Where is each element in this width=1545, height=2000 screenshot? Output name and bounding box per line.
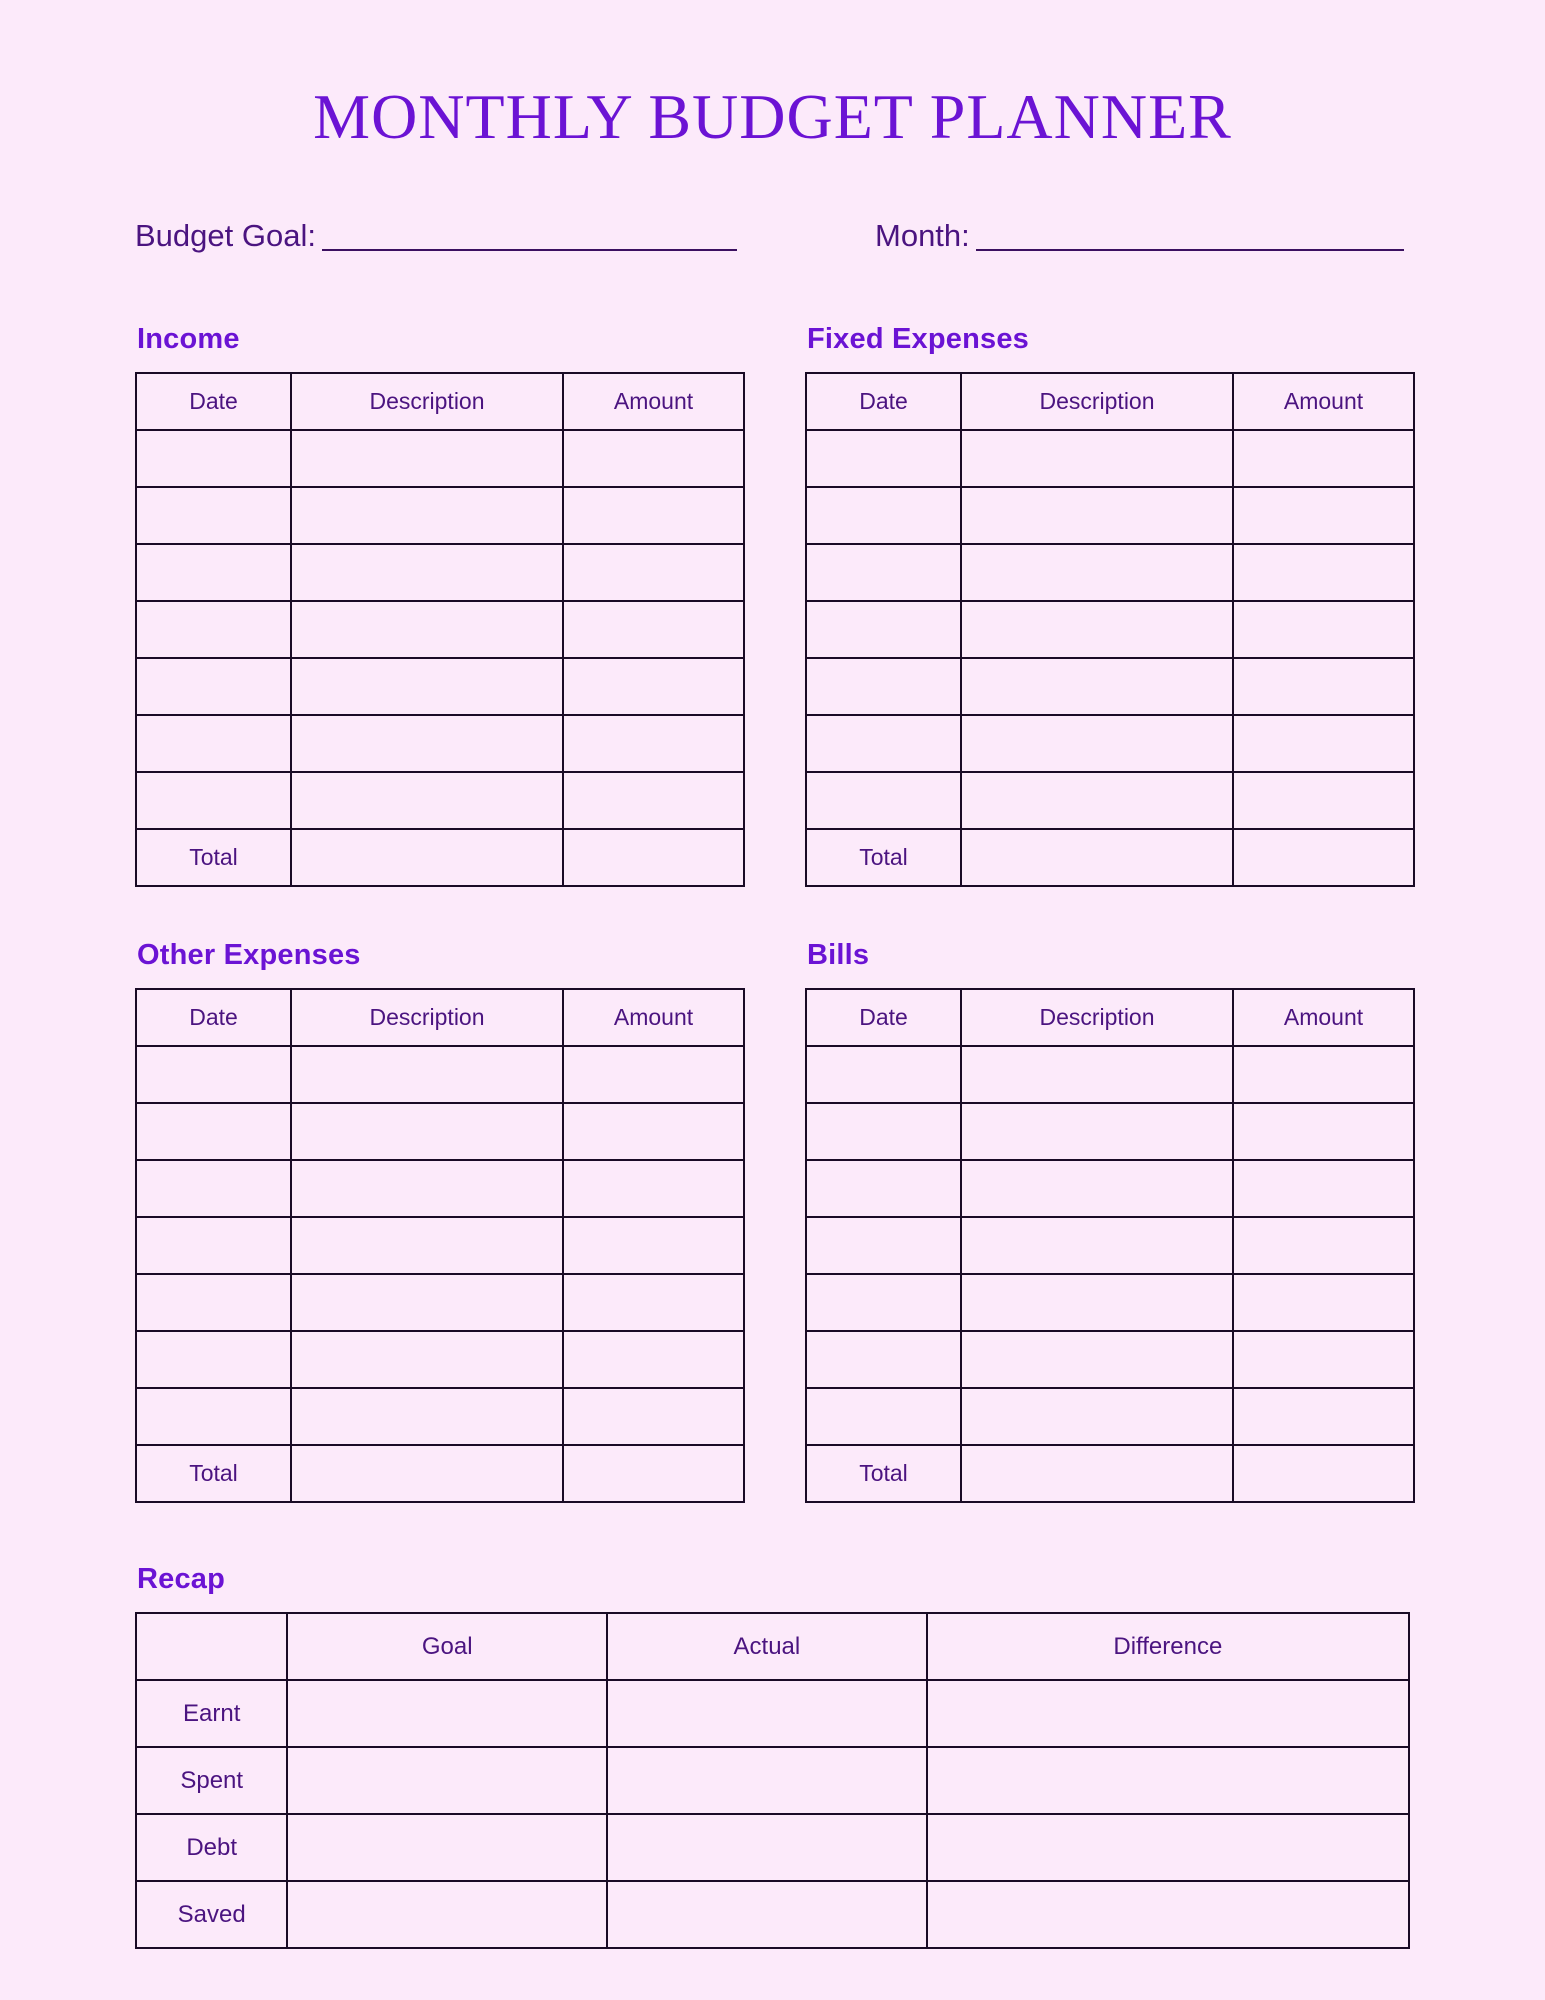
cell-amount[interactable] [563,715,744,772]
cell-description[interactable] [291,1046,563,1103]
table-total-row [136,1445,744,1502]
table-header-row [806,989,1414,1046]
table-header-row [136,989,744,1046]
table-row [806,1217,1414,1274]
table-row [136,1747,1409,1814]
cell-date[interactable] [806,1217,961,1274]
cell-description[interactable] [291,487,563,544]
cell-date[interactable] [806,544,961,601]
cell-date[interactable] [806,772,961,829]
column-header-description: Description [291,989,563,1046]
cell-description[interactable] [961,772,1233,829]
table-row [136,487,744,544]
cell-description[interactable] [961,1217,1233,1274]
column-header-difference: Difference [927,1613,1409,1680]
section-title-bills: Bills [807,939,870,972]
column-header-description: Description [961,373,1233,430]
cell-amount[interactable] [1233,772,1414,829]
cell-date[interactable] [136,1103,291,1160]
table-row [806,430,1414,487]
total-label: Total [136,1445,291,1502]
cell-date[interactable] [806,1046,961,1103]
cell-date[interactable] [806,1274,961,1331]
cell-amount[interactable] [1233,1331,1414,1388]
cell-date[interactable] [136,1046,291,1103]
cell-amount[interactable] [563,1274,744,1331]
table-row [806,487,1414,544]
cell-description[interactable] [291,1103,563,1160]
cell-date[interactable] [136,715,291,772]
budget-goal-label: Budget Goal: [135,218,316,254]
cell-difference[interactable] [927,1680,1409,1747]
cell-description[interactable] [291,1388,563,1445]
table-row [806,715,1414,772]
row-label-earnt: Earnt [136,1680,287,1747]
total-description[interactable] [961,1445,1233,1502]
table-row [136,1046,744,1103]
cell-amount[interactable] [1233,1103,1414,1160]
table-total-row [806,829,1414,886]
section-title-fixed-expenses: Fixed Expenses [807,323,1030,356]
table-row [806,658,1414,715]
cell-description[interactable] [961,1103,1233,1160]
column-header-description: Description [291,373,563,430]
month-field[interactable] [875,218,1404,254]
cell-date[interactable] [806,658,961,715]
table-row [136,1274,744,1331]
cell-amount[interactable] [563,430,744,487]
cell-amount[interactable] [563,1331,744,1388]
cell-date[interactable] [136,487,291,544]
column-header-blank [136,1613,287,1680]
total-description[interactable] [291,1445,563,1502]
cell-date[interactable] [136,1388,291,1445]
cell-date[interactable] [136,772,291,829]
cell-amount[interactable] [563,1046,744,1103]
cell-goal[interactable] [287,1881,607,1948]
cell-amount[interactable] [563,1388,744,1445]
cell-amount[interactable] [563,1103,744,1160]
table-row [806,1103,1414,1160]
table-row [806,544,1414,601]
cell-amount[interactable] [1233,1046,1414,1103]
table-row [136,1881,1409,1948]
row-label-debt: Debt [136,1814,287,1881]
total-description[interactable] [291,829,563,886]
cell-description[interactable] [291,658,563,715]
cell-amount[interactable] [563,1160,744,1217]
column-header-date: Date [806,989,961,1046]
table-header-row [136,1613,1409,1680]
cell-date[interactable] [806,715,961,772]
table-row [136,601,744,658]
cell-goal[interactable] [287,1814,607,1881]
cell-description[interactable] [291,1274,563,1331]
cell-amount[interactable] [1233,601,1414,658]
table-row [806,1274,1414,1331]
column-header-date: Date [136,989,291,1046]
row-label-saved: Saved [136,1881,287,1948]
cell-description[interactable] [961,1046,1233,1103]
table-total-row [806,1445,1414,1502]
cell-description[interactable] [291,715,563,772]
table-row [136,430,744,487]
cell-description[interactable] [961,601,1233,658]
column-header-amount: Amount [1233,373,1414,430]
cell-amount[interactable] [1233,487,1414,544]
cell-amount[interactable] [1233,1388,1414,1445]
table-row [136,1217,744,1274]
cell-date[interactable] [806,430,961,487]
cell-difference[interactable] [927,1747,1409,1814]
cell-date[interactable] [136,1217,291,1274]
cell-date[interactable] [136,601,291,658]
fixed-expenses-table [805,372,1415,887]
cell-date[interactable] [136,658,291,715]
table-row [136,1388,744,1445]
cell-actual[interactable] [607,1881,927,1948]
cell-date[interactable] [806,1331,961,1388]
cell-date[interactable] [136,1274,291,1331]
total-amount[interactable] [563,1445,744,1502]
table-header-row [806,373,1414,430]
cell-date[interactable] [806,601,961,658]
recap-section [135,1563,1410,1949]
cell-description[interactable] [961,1388,1233,1445]
table-row [136,658,744,715]
table-row [806,1046,1414,1103]
cell-date[interactable] [136,1331,291,1388]
cell-description[interactable] [291,1160,563,1217]
budget-goal-field[interactable] [135,218,775,254]
cell-description[interactable] [961,544,1233,601]
cell-description[interactable] [961,430,1233,487]
cell-actual[interactable] [607,1747,927,1814]
table-row [806,772,1414,829]
cell-description[interactable] [291,601,563,658]
total-label: Total [136,829,291,886]
cell-date[interactable] [806,1388,961,1445]
bills-table [805,988,1415,1503]
left-column [135,323,743,1503]
cell-difference[interactable] [927,1814,1409,1881]
table-row [806,1160,1414,1217]
cell-amount[interactable] [563,772,744,829]
table-row [136,1160,744,1217]
total-amount[interactable] [1233,1445,1414,1502]
cell-description[interactable] [291,544,563,601]
cell-description[interactable] [961,1274,1233,1331]
cell-amount[interactable] [563,601,744,658]
table-total-row [136,829,744,886]
column-header-goal: Goal [287,1613,607,1680]
cell-actual[interactable] [607,1680,927,1747]
total-amount[interactable] [563,829,744,886]
table-row [136,1331,744,1388]
table-row [136,1814,1409,1881]
header-fields [135,218,1410,254]
cell-date[interactable] [806,487,961,544]
cell-description[interactable] [961,658,1233,715]
section-title-income: Income [137,323,240,356]
cell-amount[interactable] [1233,1274,1414,1331]
section-title-other-expenses: Other Expenses [137,939,361,972]
cell-amount[interactable] [563,487,744,544]
cell-amount[interactable] [1233,715,1414,772]
column-header-actual: Actual [607,1613,927,1680]
row-label-spent: Spent [136,1747,287,1814]
column-header-amount: Amount [563,373,744,430]
total-amount[interactable] [1233,829,1414,886]
cell-amount[interactable] [1233,658,1414,715]
total-label: Total [806,1445,961,1502]
cell-goal[interactable] [287,1747,607,1814]
table-row [806,1388,1414,1445]
page-title: MONTHLY BUDGET PLANNER [313,81,1232,152]
cell-amount[interactable] [1233,1160,1414,1217]
cell-description[interactable] [961,487,1233,544]
cell-actual[interactable] [607,1814,927,1881]
total-description[interactable] [961,829,1233,886]
column-header-amount: Amount [563,989,744,1046]
cell-amount[interactable] [563,544,744,601]
table-row [806,601,1414,658]
month-label: Month: [875,218,970,254]
recap-table [135,1612,1410,1949]
table-row [136,1103,744,1160]
cell-description[interactable] [961,1160,1233,1217]
income-table [135,372,745,887]
cell-description[interactable] [961,1331,1233,1388]
cell-description[interactable] [291,772,563,829]
right-column [805,323,1413,1503]
cell-amount[interactable] [563,658,744,715]
other-expenses-table [135,988,745,1503]
month-input[interactable] [976,221,1404,251]
cell-amount[interactable] [1233,1217,1414,1274]
table-row [136,544,744,601]
column-header-description: Description [961,989,1233,1046]
cell-difference[interactable] [927,1881,1409,1948]
total-label: Total [806,829,961,886]
table-header-row [136,373,744,430]
cell-amount[interactable] [1233,430,1414,487]
cell-amount[interactable] [1233,544,1414,601]
column-header-date: Date [136,373,291,430]
tables-grid [135,323,1410,1503]
cell-description[interactable] [961,715,1233,772]
cell-date[interactable] [806,1103,961,1160]
section-title-recap: Recap [137,1563,226,1596]
cell-description[interactable] [291,1217,563,1274]
table-row [136,1680,1409,1747]
cell-goal[interactable] [287,1680,607,1747]
table-row [806,1331,1414,1388]
cell-description[interactable] [291,430,563,487]
cell-date[interactable] [136,430,291,487]
cell-date[interactable] [136,544,291,601]
column-header-amount: Amount [1233,989,1414,1046]
column-header-date: Date [806,373,961,430]
cell-description[interactable] [291,1331,563,1388]
budget-goal-input[interactable] [322,221,737,251]
cell-date[interactable] [806,1160,961,1217]
table-row [136,772,744,829]
cell-amount[interactable] [563,1217,744,1274]
table-row [136,715,744,772]
cell-date[interactable] [136,1160,291,1217]
